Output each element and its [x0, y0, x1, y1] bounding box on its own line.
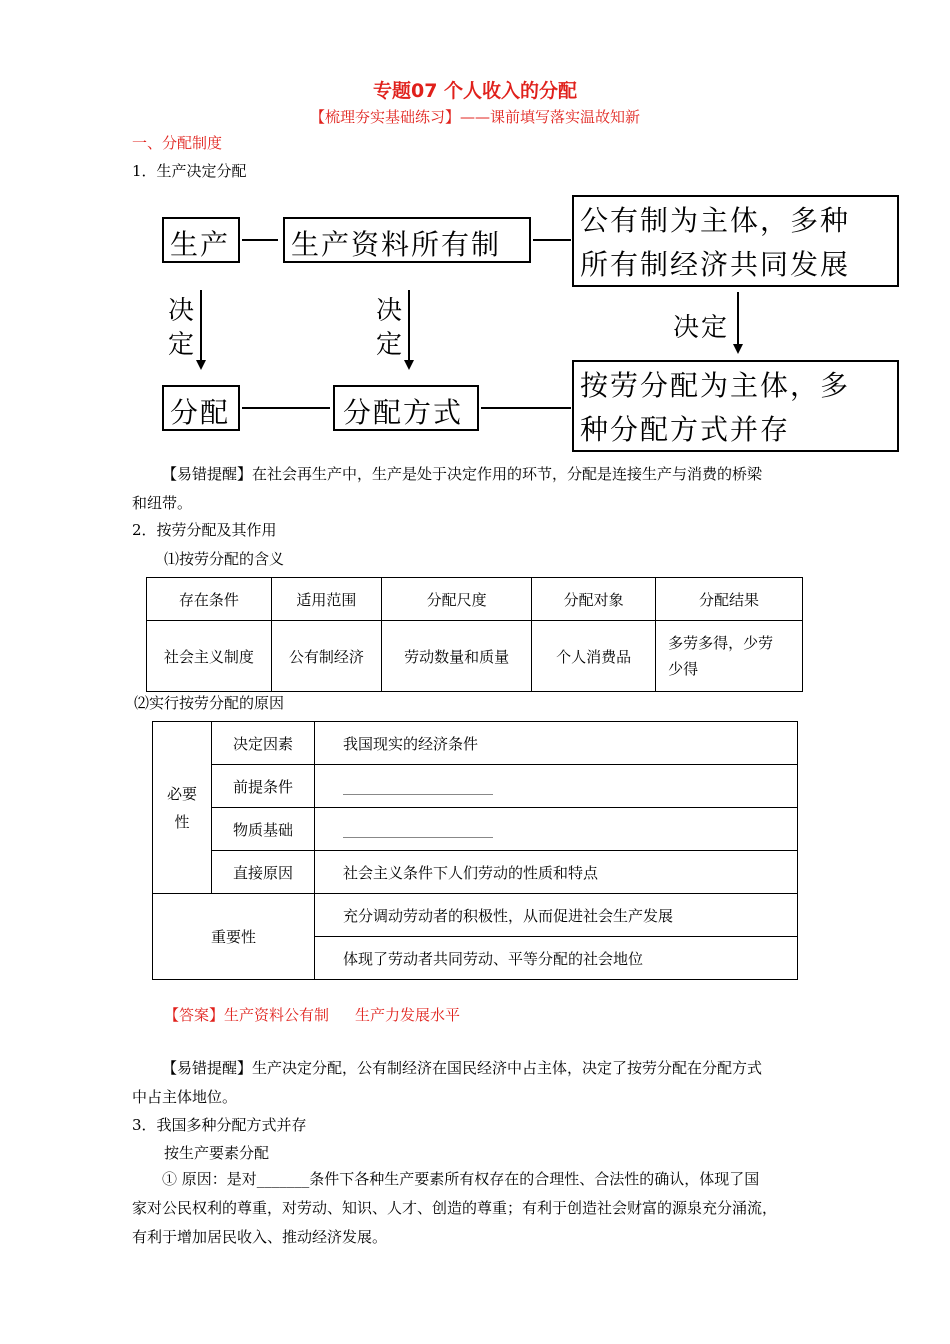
tip-label: 【易错提醒】 — [162, 465, 253, 483]
arrow-head — [733, 344, 743, 354]
decide-label: 决 — [168, 296, 197, 326]
arrow-head — [404, 360, 414, 370]
table-cell: 充分调动劳动者的积极性，从而促进社会生产发展 — [315, 894, 798, 937]
ownership-box: 生产资料所有制 — [283, 217, 531, 263]
sub-heading: 按生产要素分配 — [164, 1144, 270, 1162]
blank-line — [343, 823, 493, 838]
subtitle: 【梳理夯实基础练习】——课前填写落实温故知新 — [309, 108, 640, 126]
table-cell: 多劳多得，少劳 少得 — [656, 621, 803, 692]
table-cell: 前提条件 — [212, 765, 315, 808]
public-ownership-box: 公有制为主体，多种 所有制经济共同发展 — [572, 195, 899, 287]
reason-text: 有利于增加居民收入、推动经济发展。 — [132, 1228, 388, 1246]
table-cell: 个人消费品 — [532, 621, 656, 692]
decide-label: 决 — [376, 296, 405, 326]
blank-cell — [315, 808, 798, 851]
table-header: 存在条件 — [147, 578, 272, 621]
reason-text: ① 原因：是对_______条件下各种生产要素所有权存在的合理性、合法性的确认，体现了国 — [162, 1170, 760, 1188]
decide-label: 定 — [376, 330, 405, 360]
arrow — [408, 290, 410, 360]
importance-cell: 重要性 — [153, 894, 315, 980]
labor-distribution-table — [146, 577, 803, 692]
tip-paragraph — [132, 1054, 822, 1112]
tip-paragraph — [132, 460, 822, 518]
decide-label: 定 — [168, 330, 197, 360]
item-heading: 1．生产决定分配 — [132, 162, 247, 180]
answer-label: 【答案】 — [164, 1006, 225, 1024]
table-cell: 劳动数量和质量 — [381, 621, 531, 692]
arrow — [737, 292, 739, 344]
section-heading: 一、分配制度 — [132, 134, 223, 152]
tip-text: 在社会再生产中，生产是处于决定作用的环节，分配是连接生产与消费的桥梁 — [252, 465, 763, 483]
answer-line — [164, 1004, 460, 1025]
table-cell: 体现了劳动者共同劳动、平等分配的社会地位 — [315, 937, 798, 980]
page-title: 专题07 个人收入的分配 — [372, 80, 578, 102]
distribution-method-box: 分配方式 — [333, 385, 479, 431]
answer-1: 生产资料公有制 — [224, 1006, 330, 1024]
table-cell: 物质基础 — [212, 808, 315, 851]
item-heading: 3．我国多种分配方式并存 — [132, 1116, 307, 1134]
decide-label: 决定 — [673, 313, 730, 343]
sub-heading: ⑵实行按劳分配的原因 — [134, 694, 285, 712]
table-header: 分配结果 — [656, 578, 803, 621]
tip-text-cont: 中占主体地位。 — [132, 1088, 238, 1106]
sub-heading: ⑴按劳分配的含义 — [164, 550, 285, 568]
connector — [242, 407, 330, 409]
arrow — [200, 290, 202, 360]
item-heading: 2．按劳分配及其作用 — [132, 521, 277, 539]
labor-distribution-box: 按劳分配为主体，多 种分配方式并存 — [572, 360, 899, 452]
table-cell: 社会主义制度 — [147, 621, 272, 692]
table-cell: 我国现实的经济条件 — [315, 722, 798, 765]
reason-text: 家对公民权利的尊重，对劳动、知识、人才、创造的尊重；有利于创造社会财富的源泉充分涌流， — [132, 1199, 778, 1217]
distribution-box: 分配 — [162, 385, 240, 431]
tip-text-cont: 和纽带。 — [132, 494, 193, 512]
reason-paragraph — [132, 1165, 822, 1252]
answer-2: 生产力发展水平 — [355, 1006, 461, 1024]
blank-line — [343, 780, 493, 795]
production-box: 生产 — [162, 217, 240, 263]
table-header: 适用范围 — [271, 578, 381, 621]
arrow-head — [196, 360, 206, 370]
tip-text: 生产决定分配，公有制经济在国民经济中占主体，决定了按劳分配在分配方式 — [252, 1059, 763, 1077]
reasons-table — [152, 721, 798, 980]
blank-cell — [315, 765, 798, 808]
connector — [481, 407, 571, 409]
table-cell: 决定因素 — [212, 722, 315, 765]
connector — [242, 239, 278, 241]
table-cell: 直接原因 — [212, 851, 315, 894]
table-cell: 公有制经济 — [271, 621, 381, 692]
table-header: 分配尺度 — [381, 578, 531, 621]
tip-label: 【易错提醒】 — [162, 1059, 253, 1077]
necessity-cell: 必要 性 — [153, 722, 212, 894]
table-cell: 社会主义条件下人们劳动的性质和特点 — [315, 851, 798, 894]
table-header: 分配对象 — [532, 578, 656, 621]
connector — [533, 239, 571, 241]
